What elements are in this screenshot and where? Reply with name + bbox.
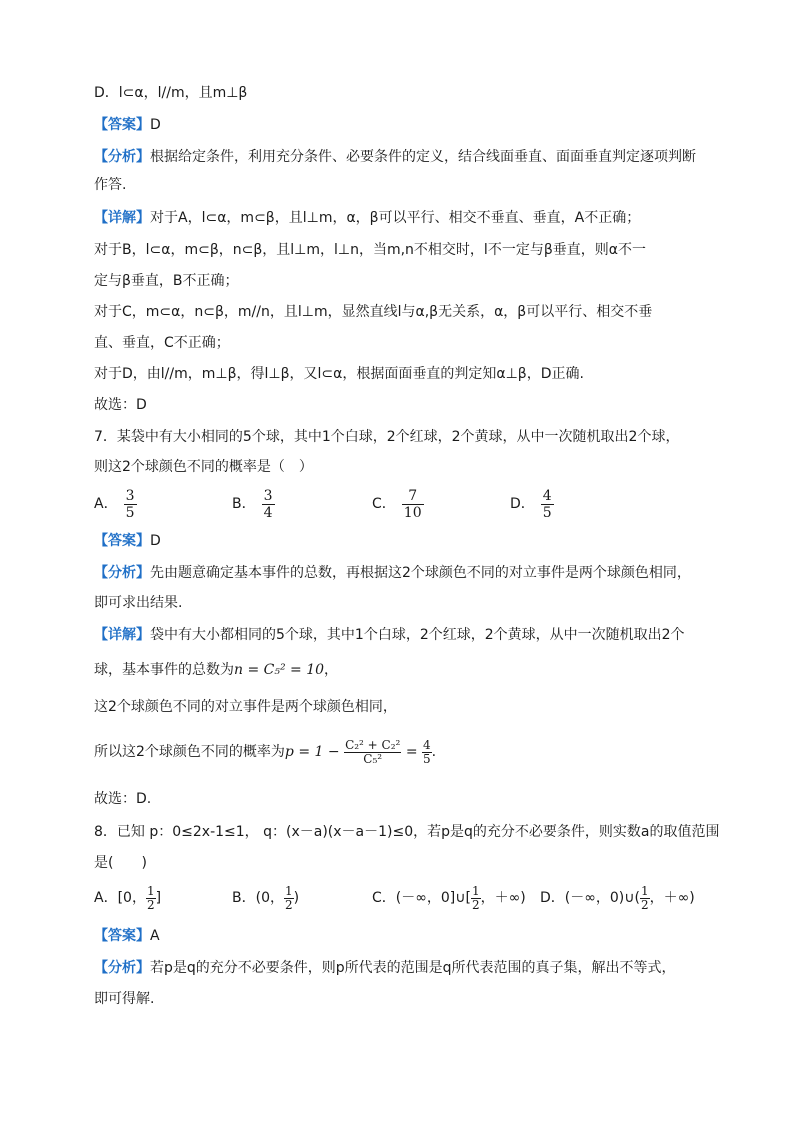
equals-sign: = (405, 744, 418, 760)
detail-tag: 【详解】 (94, 627, 150, 643)
fraction-denominator: C₅² (363, 751, 383, 766)
option-text: D．(－∞，0)∪( (540, 890, 640, 906)
option-fraction (402, 488, 424, 521)
fraction-denominator: 5 (542, 504, 552, 521)
half-fraction (284, 885, 294, 912)
q6-option-d: D．l⊂α，l//m，且m⊥β (94, 85, 248, 101)
detail-text: 所以这2个球颜色不同的概率为 (94, 744, 285, 760)
q7-analysis-line-2: 即可求出结果. (94, 595, 183, 611)
q8-answer (94, 925, 160, 947)
answer-value: D (150, 533, 161, 549)
q7-option-a (94, 484, 137, 524)
fraction-numerator: 7 (402, 488, 424, 505)
fraction-numerator: 1 (146, 883, 155, 898)
detail-tag: 【详解】 (94, 210, 150, 226)
analysis-tag: 【分析】 (94, 960, 150, 976)
option-label: B． (232, 496, 256, 512)
q8-option-a (94, 878, 161, 918)
q6-detail-line-2: 对于B，l⊂α，m⊂β，n⊂β，且l⊥m，l⊥n，当m,n不相交时，l不一定与β垂直，则α不一 (94, 242, 646, 258)
option-text: ) (293, 890, 300, 906)
option-text: ] (155, 890, 162, 906)
option-fraction (124, 488, 137, 521)
probability-result (422, 739, 432, 766)
combination-formula: n = C₅² = 10 (234, 662, 325, 678)
fraction-numerator: 3 (125, 487, 135, 504)
half-fraction (640, 885, 650, 912)
option-fraction (541, 488, 554, 521)
q6-detail-line-1 (94, 207, 640, 229)
punctuation: ， (324, 662, 339, 678)
q6-detail-line-5: 直、垂直，C不正确； (94, 335, 230, 351)
q7-stem-line-2: 则这2个球颜色不同的概率是（ ） (94, 459, 313, 475)
q7-choose: 故选：D. (94, 791, 152, 807)
q6-analysis-line-1 (94, 146, 696, 168)
fraction-denominator: 2 (471, 897, 480, 912)
q8-analysis-line-2: 即可得解. (94, 991, 155, 1007)
option-label: A． (94, 496, 118, 512)
q7-option-d (510, 484, 554, 524)
option-text: A．[0， (94, 890, 146, 906)
q6-detail-line-6: 对于D，由l//m，m⊥β，得l⊥β，又l⊂α，根据面面垂直的判定知α⊥β，D正确. (94, 366, 584, 382)
q6-detail-line-3: 定与β垂直，B不正确； (94, 273, 239, 289)
fraction-denominator: 10 (403, 504, 422, 521)
q7-detail-line-3: 这2个球颜色不同的对立事件是两个球颜色相同， (94, 699, 397, 715)
fraction-denominator: 4 (263, 504, 273, 521)
fraction-numerator: C₂² + C₂² (345, 737, 401, 752)
fraction-numerator: 3 (263, 487, 273, 504)
punctuation: . (431, 744, 437, 760)
q7-detail-line-1 (94, 624, 685, 646)
q8-stem-line-2: 是( ) (94, 855, 147, 871)
analysis-text: 先由题意确定基本事件的总数，再根据这2个球颜色不同的对立事件是两个球颜色相同， (150, 565, 691, 581)
fraction-numerator: 1 (284, 883, 293, 898)
fraction-denominator: 5 (125, 504, 135, 521)
analysis-text: 根据给定条件，利用充分条件、必要条件的定义，结合线面垂直、面面垂直判定逐项判断 (150, 149, 696, 165)
detail-text: 袋中有大小都相同的5个球，其中1个白球，2个红球，2个黄球，从中一次随机取出2个 (150, 627, 685, 643)
q8-option-b (232, 878, 299, 918)
q7-detail-line-2 (94, 659, 338, 681)
answer-value: D (150, 117, 161, 133)
q8-option-d (540, 878, 695, 918)
q6-analysis-line-2: 作答. (94, 177, 127, 193)
q6-detail-line-4: 对于C，m⊂α，n⊂β，m//n，且l⊥m，显然直线l与α,β无关系，α，β可以平行、相交不垂 (94, 304, 653, 320)
answer-value: A (150, 928, 160, 944)
analysis-text: 若p是q的充分不必要条件，则p所代表的范围是q所代表范围的真子集，解出不等式， (150, 960, 676, 976)
option-fraction (262, 488, 275, 521)
answer-tag: 【答案】 (94, 117, 150, 133)
analysis-tag: 【分析】 (94, 565, 150, 581)
q7-option-b (232, 484, 275, 524)
q7-option-c (372, 484, 424, 524)
q7-detail-line-4 (94, 730, 436, 774)
fraction-numerator: 4 (542, 487, 552, 504)
option-label: D． (510, 496, 535, 512)
q7-answer (94, 530, 161, 552)
option-text: ，＋∞) (649, 890, 695, 906)
fraction-denominator: 5 (423, 751, 431, 766)
q7-stem-line-1: 7．某袋中有大小相同的5个球，其中1个白球，2个红球，2个黄球，从中一次随机取出2个球， (94, 429, 680, 445)
answer-tag: 【答案】 (94, 928, 150, 944)
q7-analysis-line-1 (94, 562, 691, 584)
half-fraction (146, 885, 156, 912)
fraction-denominator: 2 (640, 897, 649, 912)
fraction-numerator: 1 (471, 883, 480, 898)
fraction-denominator: 2 (284, 897, 293, 912)
option-label: C． (372, 496, 396, 512)
q6-choose: 故选：D (94, 397, 147, 413)
analysis-tag: 【分析】 (94, 149, 150, 165)
option-text: ，＋∞) (480, 890, 526, 906)
q8-option-c (372, 878, 526, 918)
fraction-denominator: 2 (146, 897, 155, 912)
q8-stem-line-1: 8．已知 p：0≤2x-1≤1， q：(x－a)(x－a－1)≤0，若p是q的充分不必要条件，则实数a的取值范围 (94, 824, 720, 840)
detail-text: 对于A，l⊂α，m⊂β，且l⊥m，α，β可以平行、相交不垂直、垂直，A不正确； (150, 210, 641, 226)
fraction-numerator: 1 (640, 883, 649, 898)
probability-fraction (344, 739, 401, 766)
option-text: B．(0， (232, 890, 284, 906)
fraction-numerator: 4 (423, 737, 431, 752)
q8-analysis-line-1 (94, 957, 676, 979)
detail-text: 球，基本事件的总数为 (94, 662, 234, 678)
q6-answer (94, 114, 161, 136)
half-fraction (471, 885, 481, 912)
option-text: C．(－∞，0]∪[ (372, 890, 471, 906)
answer-tag: 【答案】 (94, 533, 150, 549)
probability-lhs: p = 1 − (284, 744, 340, 760)
